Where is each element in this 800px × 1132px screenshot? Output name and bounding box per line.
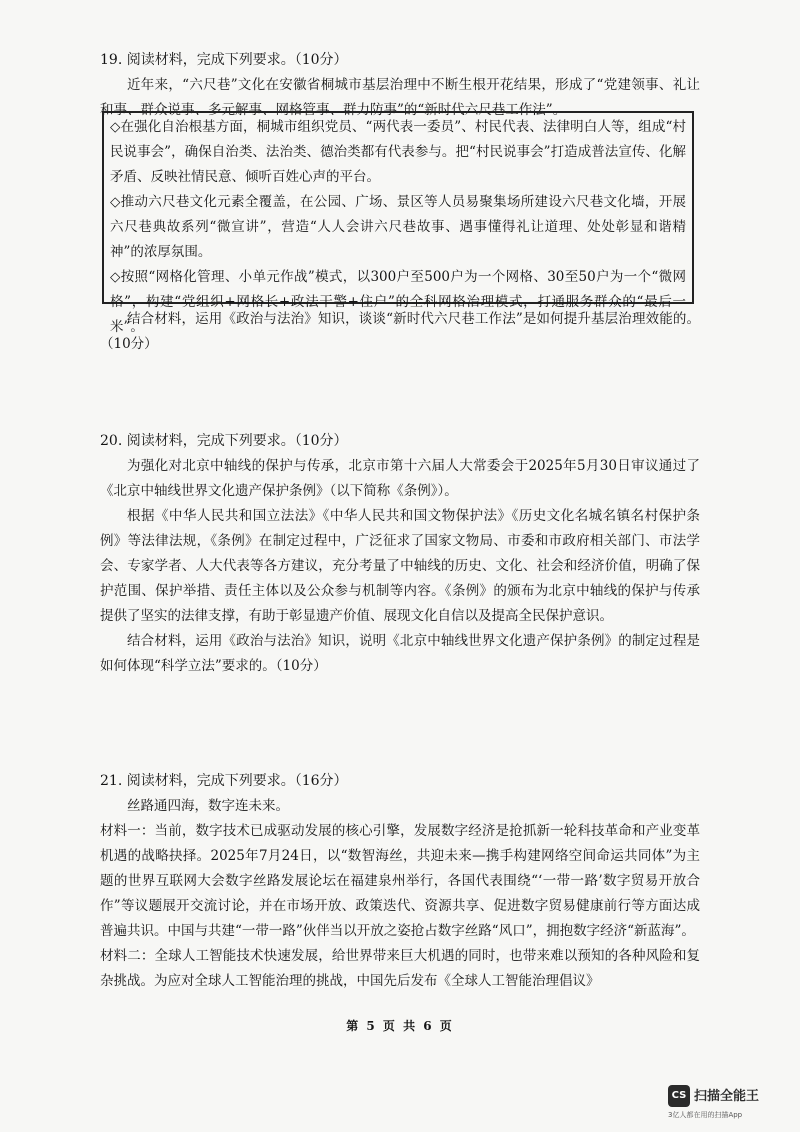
camscanner-logo-icon: CS	[668, 1085, 690, 1107]
box-item-grid-management: ◇按照“网格化管理、小单元作战”模式，以300户至500户为一个网格、30至50户为一个“微网格”，构建“党组织+网格长+政法干警+住户”的全科网格治理模式，打通服务群众的“最后一米”。	[110, 269, 686, 335]
question-19-question: 结合材料，运用《政治与法治》知识，谈谈“新时代六尺巷工作法”是如何提升基层治理效能的。（10分）	[100, 311, 700, 352]
question-19-requirement	[100, 307, 700, 357]
question-21-material-1: 材料一：当前，数字技术已成驱动发展的核心引擎，发展数字经济是抢抓新一轮科技革命和产业变革机遇的战略抉择。2025年7月24日，以“数智海丝，共迎未来—携手构建网络空间命运共同体”为主题的世界互联网大会数字丝路发展论坛在福建泉州举行，各国代表围绕“‘一带一路’数字贸易开放合作”等议题展开交流讨论，并在市场开放、政策迭代、资源共享、促进数字贸易健康前行等方面达成普遍共识。中国与共建“一带一路”伙伴当以开放之姿抢占数字丝路“风口”，拥抱数字经济“新蓝海”。	[100, 823, 700, 939]
scanner-watermark	[668, 1083, 788, 1123]
question-20-question: 结合材料，运用《政治与法治》知识，说明《北京中轴线世界文化遗产保护条例》的制定过程是如何体现“科学立法”要求的。（10分）	[100, 633, 700, 674]
question-21-material-2: 材料二：全球人工智能技术快速发展，给世界带来巨大机遇的同时，也带来难以预知的各种风险和复杂挑战。为应对全球人工智能治理的挑战，中国先后发布《全球人工智能治理倡议》	[100, 948, 700, 989]
question-20-paragraph-1: 为强化对北京中轴线的保护与传承，北京市第十六届人大常委会于2025年5月30日审议通过了《北京中轴线世界文化遗产保护条例》（以下简称《条例》）。	[100, 458, 700, 499]
box-item-culture: ◇推动六尺巷文化元素全覆盖，在公园、广场、景区等人员易聚集场所建设六尺巷文化墙，开展六尺巷典故系列“微宣讲”，营造“人人会讲六尺巷故事、遇事懂得礼让道理、处处彰显和谐精神”的浓厚氛围。	[110, 194, 686, 260]
question-21-title: 21. 阅读材料，完成下列要求。（16分）	[100, 773, 348, 789]
page-number: 第 5 页 共 6 页	[346, 1019, 454, 1033]
question-19-intro: 近年来，“六尺巷”文化在安徽省桐城市基层治理中不断生根开花结果，形成了“党建领事、礼让和事、群众说事、多元解事、网格管事、群力防事”的“新时代六尺巷工作法”。	[100, 77, 700, 118]
box-item-self-governance: ◇在强化自治根基方面，桐城市组织党员、“两代表一委员”、村民代表、法律明白人等，组成“村民说事会”，确保自治类、法治类、德治类都有代表参与。把“村民说事会”打造成普法宣传、化解矛盾、反映社情民意、倾听百姓心声的平台。	[110, 119, 686, 185]
question-21	[100, 770, 700, 994]
question-20	[100, 430, 700, 679]
question-20-paragraph-2: 根据《中华人民共和国立法法》《中华人民共和国文物保护法》《历史文化名城名镇名村保护条例》等法律法规，《条例》在制定过程中，广泛征求了国家文物局、市委和市政府相关部门、市法学会、专家学者、人大代表等各方建议，充分考量了中轴线的历史、文化、社会和经济价值，明确了保护范围、保护举措、责任主体以及公众参与机制等内容。《条例》的颁布为北京中轴线的保护与传承提供了坚实的法律支撑，有助于彰显遗产价值、展现文化自信以及提高全民保护意识。	[100, 508, 700, 624]
question-21-subtitle: 丝路通四海，数字连未来。	[127, 798, 289, 814]
question-20-title: 20. 阅读材料，完成下列要求。（10分）	[100, 433, 348, 449]
question-19-title: 19. 阅读材料，完成下列要求。（10分）	[100, 52, 348, 68]
watermark-app-name: 扫描全能王	[694, 1089, 760, 1104]
watermark-slogan: 3亿人都在用的扫描App	[668, 1111, 743, 1119]
